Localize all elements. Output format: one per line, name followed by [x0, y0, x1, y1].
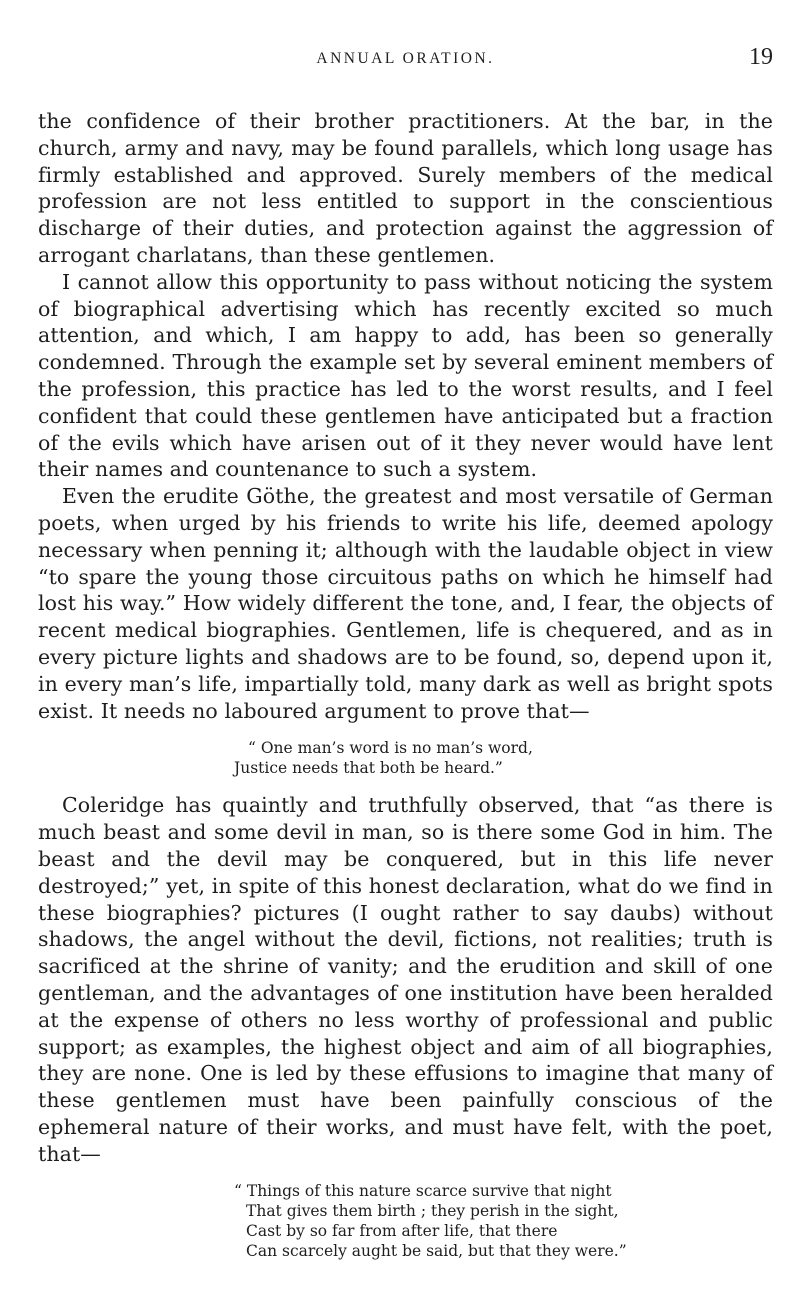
running-head: [38, 44, 773, 80]
verse-line: Can scarcely aught be said, but that they were.”: [246, 1242, 627, 1261]
verse-line: Justice needs that both be heard.”: [234, 759, 503, 778]
verse-quote-things: [38, 1181, 773, 1261]
page-number: 19: [749, 44, 773, 70]
paragraph-continuation: the confidence of their brother practitioners. At the bar, in the church, army and navy, may be found parallels, which long usage has firmly established and approved. Surely members of the medical profession are not less entitled to support in the conscientious discharge of their duties, and protection against the aggression of arrogant charlatans, than these gentlemen.: [38, 109, 773, 267]
paragraph-biographical-advertising: I cannot allow this opportunity to pass without noticing the system of biographical advertising which has recently excited so much attention, and which, I am happy to add, has been so generally condemned. Through the example set by several eminent members of the profession, this practice has led to the worst results, and I feel confident that could these gentlemen have anticipated but a fraction of the evils which have arisen out of it they never would have lent their names and countenance to such a system.: [38, 269, 773, 482]
paragraph-coleridge: Coleridge has quaintly and truthfully observed, that “as there is much beast and some devil in man, so is there some God in him. The beast and the devil may be conquered, but in this life never destroyed;” yet, in spite of this honest declaration, what do we find in these biographies? pictures (I ought rather to say daubs) without shadows, the angel without the devil, fictions, not realities; truth is sacrificed at the shrine of vanity; and the erudition and skill of one gentleman, and the advantages of one institution have been heralded at the expense of others no less worthy of professional and public support; as examples, the highest object and aim of all biographies, they are none. One is led by these effusions to imagine that many of these gentlemen must have been painfully conscious of the ephemeral nature of their works, and must have felt, with the poet, that—: [38, 793, 773, 1166]
body-text: [38, 108, 773, 1275]
verse-quote-justice: [38, 738, 773, 778]
verse-line: Cast by so far from after life, that there: [246, 1222, 558, 1241]
verse-line: “ Things of this nature scarce survive that night: [234, 1182, 612, 1201]
book-page: [38, 0, 773, 1312]
paragraph-gothe: Even the erudite Göthe, the greatest and most versatile of German poets, when urged by his friends to write his life, deemed apology necessary when penning it; although with the laudable object in view “to spare the young those circuitous paths on which he himself had lost his way.” How widely different the tone, and, I fear, the objects of recent medical biographies. Gentlemen, life is chequered, and as in every picture lights and shadows are to be found, so, depend upon it, in every man’s life, impartially told, many dark as well as bright spots exist. It needs no laboured argument to prove that—: [38, 484, 773, 723]
verse-line: That gives them birth ; they perish in the sight,: [246, 1202, 619, 1221]
running-title: ANNUAL ORATION.: [316, 50, 495, 67]
verse-line: “ One man’s word is no man’s word,: [248, 739, 533, 758]
